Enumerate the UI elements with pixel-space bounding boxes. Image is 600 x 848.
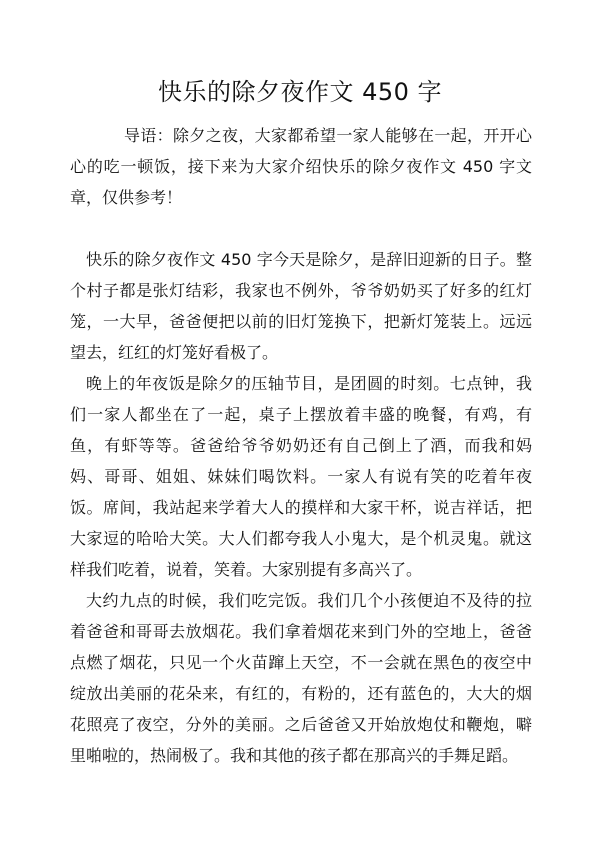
- body-paragraph-1: 快乐的除夕夜作文 450 字今天是除夕，是辞旧迎新的日子。整个村子都是张灯结彩，我家也不例外，爷爷奶奶买了好多的红灯笼，一大早，爸爸便把以前的旧灯笼换下，把新灯笼装上。远远望去，红红的灯笼好看极了。: [70, 250, 532, 362]
- body-paragraph-3: 大约九点的时候，我们吃完饭。我们几个小孩便迫不及待的拉着爸爸和哥哥去放烟花。我们拿着烟花来到门外的空地上，爸爸点燃了烟花，只见一个火苗蹿上天空，不一会就在黑色的夜空中绽放出美丽的花朵来，有红的，有粉的，还有蓝色的，大大的烟花照亮了夜空，分外的美丽。之后爸爸又开始放炮仗和鞭炮，噼里啪啦的，热闹极了。我和其他的孩子都在那高兴的手舞足蹈。: [70, 591, 532, 765]
- document-title: 快乐的除夕夜作文 450 字: [157, 78, 443, 106]
- body-paragraph-2: 晚上的年夜饭是除夕的压轴节目，是团圆的时刻。七点钟，我们一家人都坐在了一起，桌子上摆放着丰盛的晚餐，有鸡，有鱼，有虾等等。爸爸给爷爷奶奶还有自己倒上了酒，而我和妈妈、哥哥、姐姐、妹妹们喝饮料。一家人有说有笑的吃着年夜饭。席间，我站起来学着大人的摸样和大家干杯，说吉祥话，把大家逗的哈哈大笑。大人们都夸我人小鬼大，是个机灵鬼。就这样我们吃着，说着，笑着。大家别提有多高兴了。: [70, 374, 532, 579]
- intro-paragraph: 导语：除夕之夜，大家都希望一家人能够在一起，开开心心的吃一顿饭，接下来为大家介绍快乐的除夕夜作文 450 字文章，仅供参考！: [70, 126, 532, 207]
